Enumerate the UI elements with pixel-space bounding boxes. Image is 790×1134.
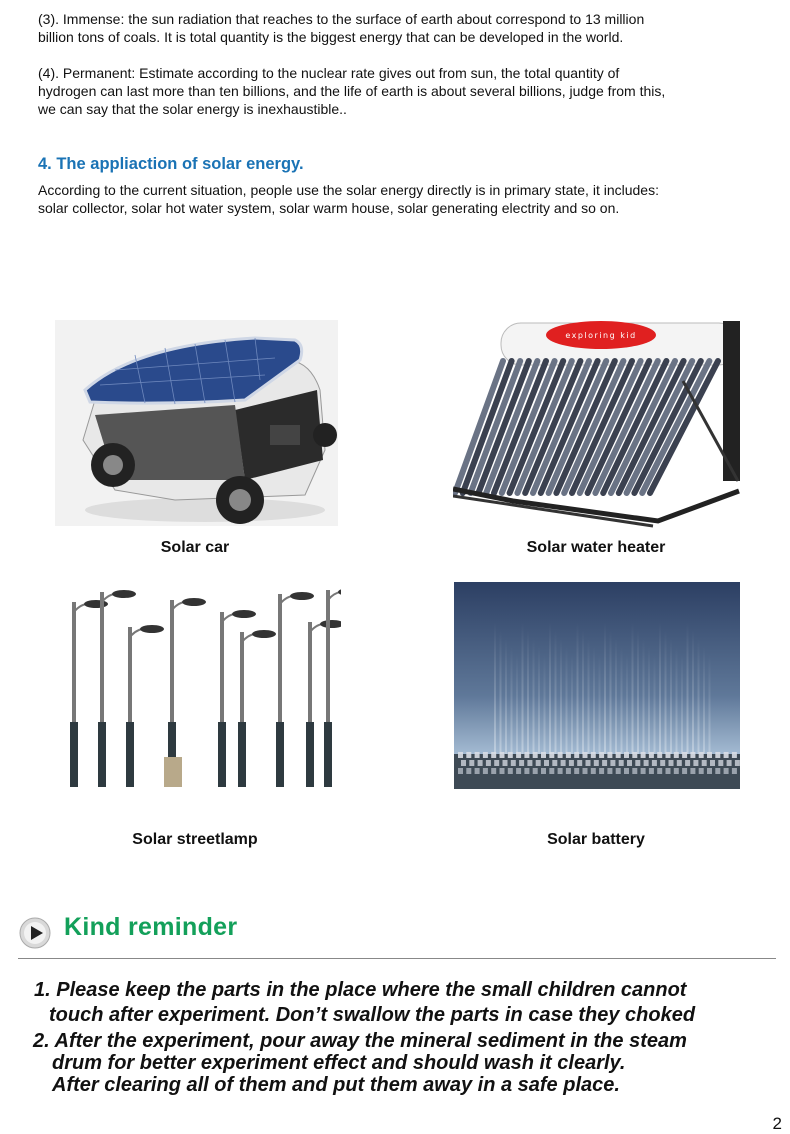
reminder-line-4: drum for better experiment effect and should wash it clearly.	[52, 1052, 626, 1074]
play-icon	[19, 917, 51, 949]
reminder-line-5: After clearing all of them and put them away in a safe place.	[52, 1074, 620, 1096]
caption-solar-water-heater: Solar water heater	[526, 539, 666, 556]
section-title: 4. The appliaction of solar energy.	[38, 155, 304, 173]
solar-streetlamp-image	[52, 582, 341, 794]
reminder-title: Kind reminder	[64, 913, 238, 941]
caption-solar-streetlamp: Solar streetlamp	[132, 831, 258, 848]
reminder-line-2: touch after experiment. Don’t swallow the parts in case they choked	[49, 1004, 696, 1026]
paragraph-permanent: (4). Permanent: Estimate according to the nuclear rate gives out from sun, the total quantity of hydrogen can last more than ten billions, and the life of earth is about several billions, judge from this, we can say that the solar energy is inexhaustible..	[38, 65, 666, 117]
solar-car-image	[55, 320, 338, 526]
heater-brand-label: exploring kid	[565, 331, 637, 340]
caption-solar-battery: Solar battery	[547, 831, 645, 848]
solar-battery-image	[454, 582, 740, 789]
reminder-line-1: 1. Please keep the parts in the place where the small children cannot	[34, 979, 687, 1001]
caption-solar-car: Solar car	[160, 539, 230, 556]
reminder-line-3: 2. After the experiment, pour away the mineral sediment in the steam	[33, 1030, 687, 1052]
solar-water-heater-image	[453, 321, 740, 529]
paragraph-immense: (3). Immense: the sun radiation that reaches to the surface of earth about correspond to 13 million billion tons of coals. It is total quantity is the biggest energy that can be developed in the world.	[38, 11, 645, 45]
page-number: 2	[772, 1114, 782, 1133]
section-body: According to the current situation, people use the solar energy directly is in primary state, it includes: solar collector, solar hot water system, solar warm house, solar generating electrity and so on.	[38, 182, 659, 216]
divider	[18, 958, 776, 959]
